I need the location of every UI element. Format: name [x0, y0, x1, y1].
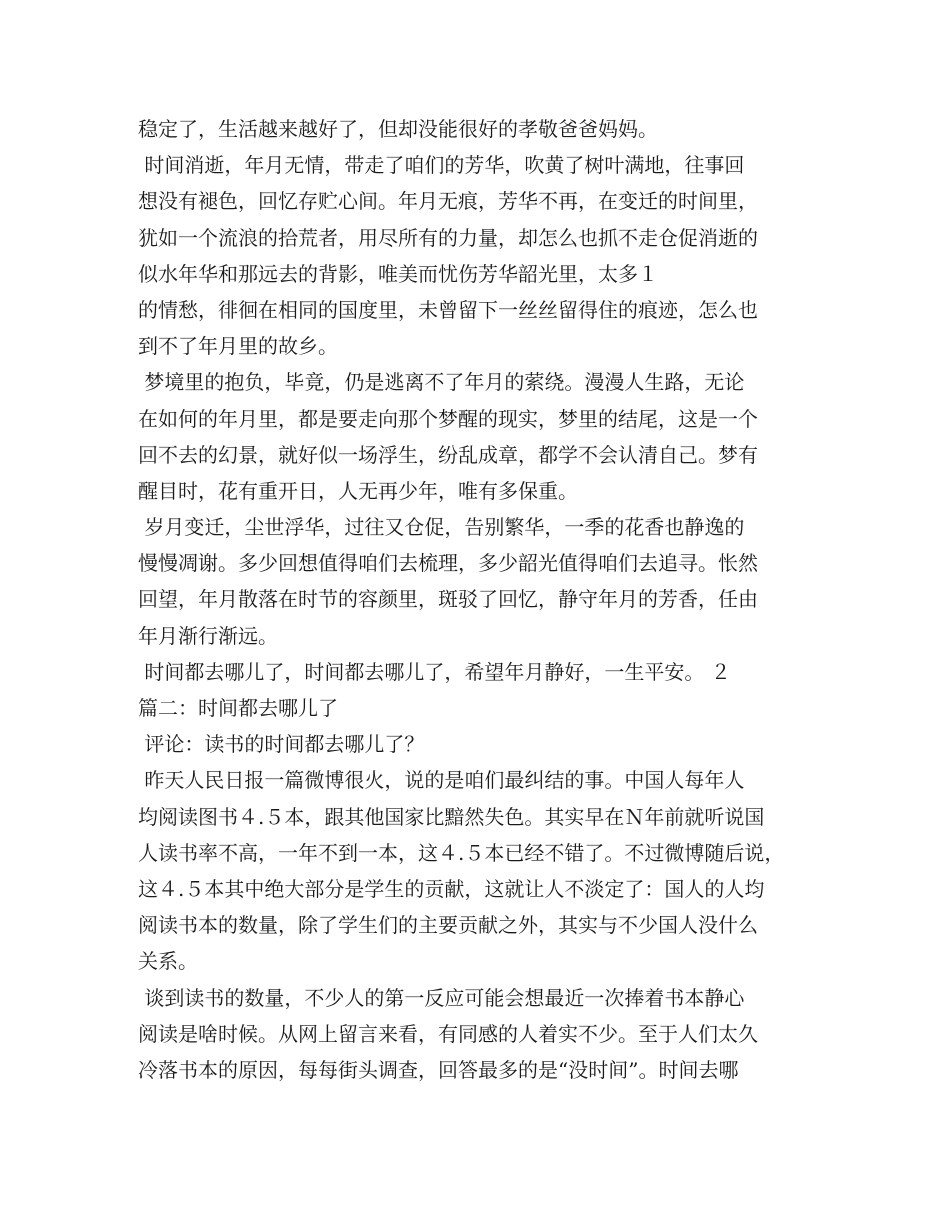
text-line: 人读书率不高，一年不到一本，这４.５本已经不错了。不过微博随后说，	[138, 840, 785, 865]
section-heading: 篇二：时间都去哪儿了	[138, 696, 338, 720]
document-body	[138, 111, 828, 1088]
text-line: 犹如一个流浪的拾荒者，用尽所有的力量，却怎么也抓不走仓促消逝的	[138, 225, 758, 250]
text-line: 梦境里的抱负，毕竟，仍是逃离不了年月的萦绕。漫漫人生路，无论	[138, 370, 745, 395]
text-line: 慢慢凋谢。多少回想值得咱们去梳理，多少韶光值得咱们去追寻。怅然	[138, 551, 758, 576]
text-line: 醒目时，花有重开日，人无再少年，唯有多保重。	[138, 478, 578, 503]
text-line: 冷落书本的原因，每每街头调查，回答最多的是“没时间”。时间去哪	[138, 1057, 739, 1082]
text-line: 回望，年月散落在时节的容颜里，斑驳了回忆，静守年月的芳香，任由	[138, 587, 758, 612]
text-line: 时间都去哪儿了，时间都去哪儿了，希望年月静好，一生平安。 ２	[138, 659, 731, 684]
text-line: 回不去的幻景，就好似一场浮生，纷乱成章，都学不会认清自己。梦有	[138, 442, 758, 467]
text-line: 昨天人民日报一篇微博很火，说的是咱们最纠结的事。中国人每年人	[138, 768, 745, 793]
text-line: 评论：读书的时间都去哪儿了？	[138, 732, 425, 757]
text-line: 想没有褪色，回忆存贮心间。年月无痕，芳华不再，在变迁的时间里，	[138, 189, 758, 214]
text-line: 的情愁，徘徊在相同的国度里，未曾留下一丝丝留得住的痕迹，怎么也	[138, 297, 758, 322]
text-line: 到不了年月里的故乡。	[138, 334, 338, 359]
text-line: 似水年华和那远去的背影，唯美而忧伤芳华韶光里，太多１	[138, 261, 658, 286]
text-line: 关系。	[138, 949, 198, 974]
text-line: 谈到读书的数量，不少人的第一反应可能会想最近一次捧着书本静心	[138, 985, 745, 1010]
text-line: 阅读是啥时候。从网上留言来看，有同感的人着实不少。至于人们太久	[138, 1021, 758, 1046]
text-line: 年月渐行渐远。	[138, 623, 278, 648]
text-line: 均阅读图书４.５本，跟其他国家比黯然失色。其实早在Ｎ年前就听说国	[138, 804, 765, 829]
text-line: 时间消逝，年月无情，带走了咱们的芳华，吹黄了树叶满地，往事回	[138, 153, 745, 178]
text-line: 岁月变迁，尘世浮华，过往又仓促，告别繁华，一季的花香也静逸的	[138, 515, 745, 540]
text-line: 稳定了，生活越来越好了，但却没能很好的孝敬爸爸妈妈。	[138, 117, 658, 141]
text-line: 阅读书本的数量，除了学生们的主要贡献之外，其实与不少国人没什么	[138, 913, 758, 938]
text-line: 在如何的年月里，都是要走向那个梦醒的现实，梦里的结尾，这是一个	[138, 406, 758, 431]
text-line: 这４.５本其中绝大部分是学生的贡献，这就让人不淡定了：国人的人均	[138, 876, 765, 901]
